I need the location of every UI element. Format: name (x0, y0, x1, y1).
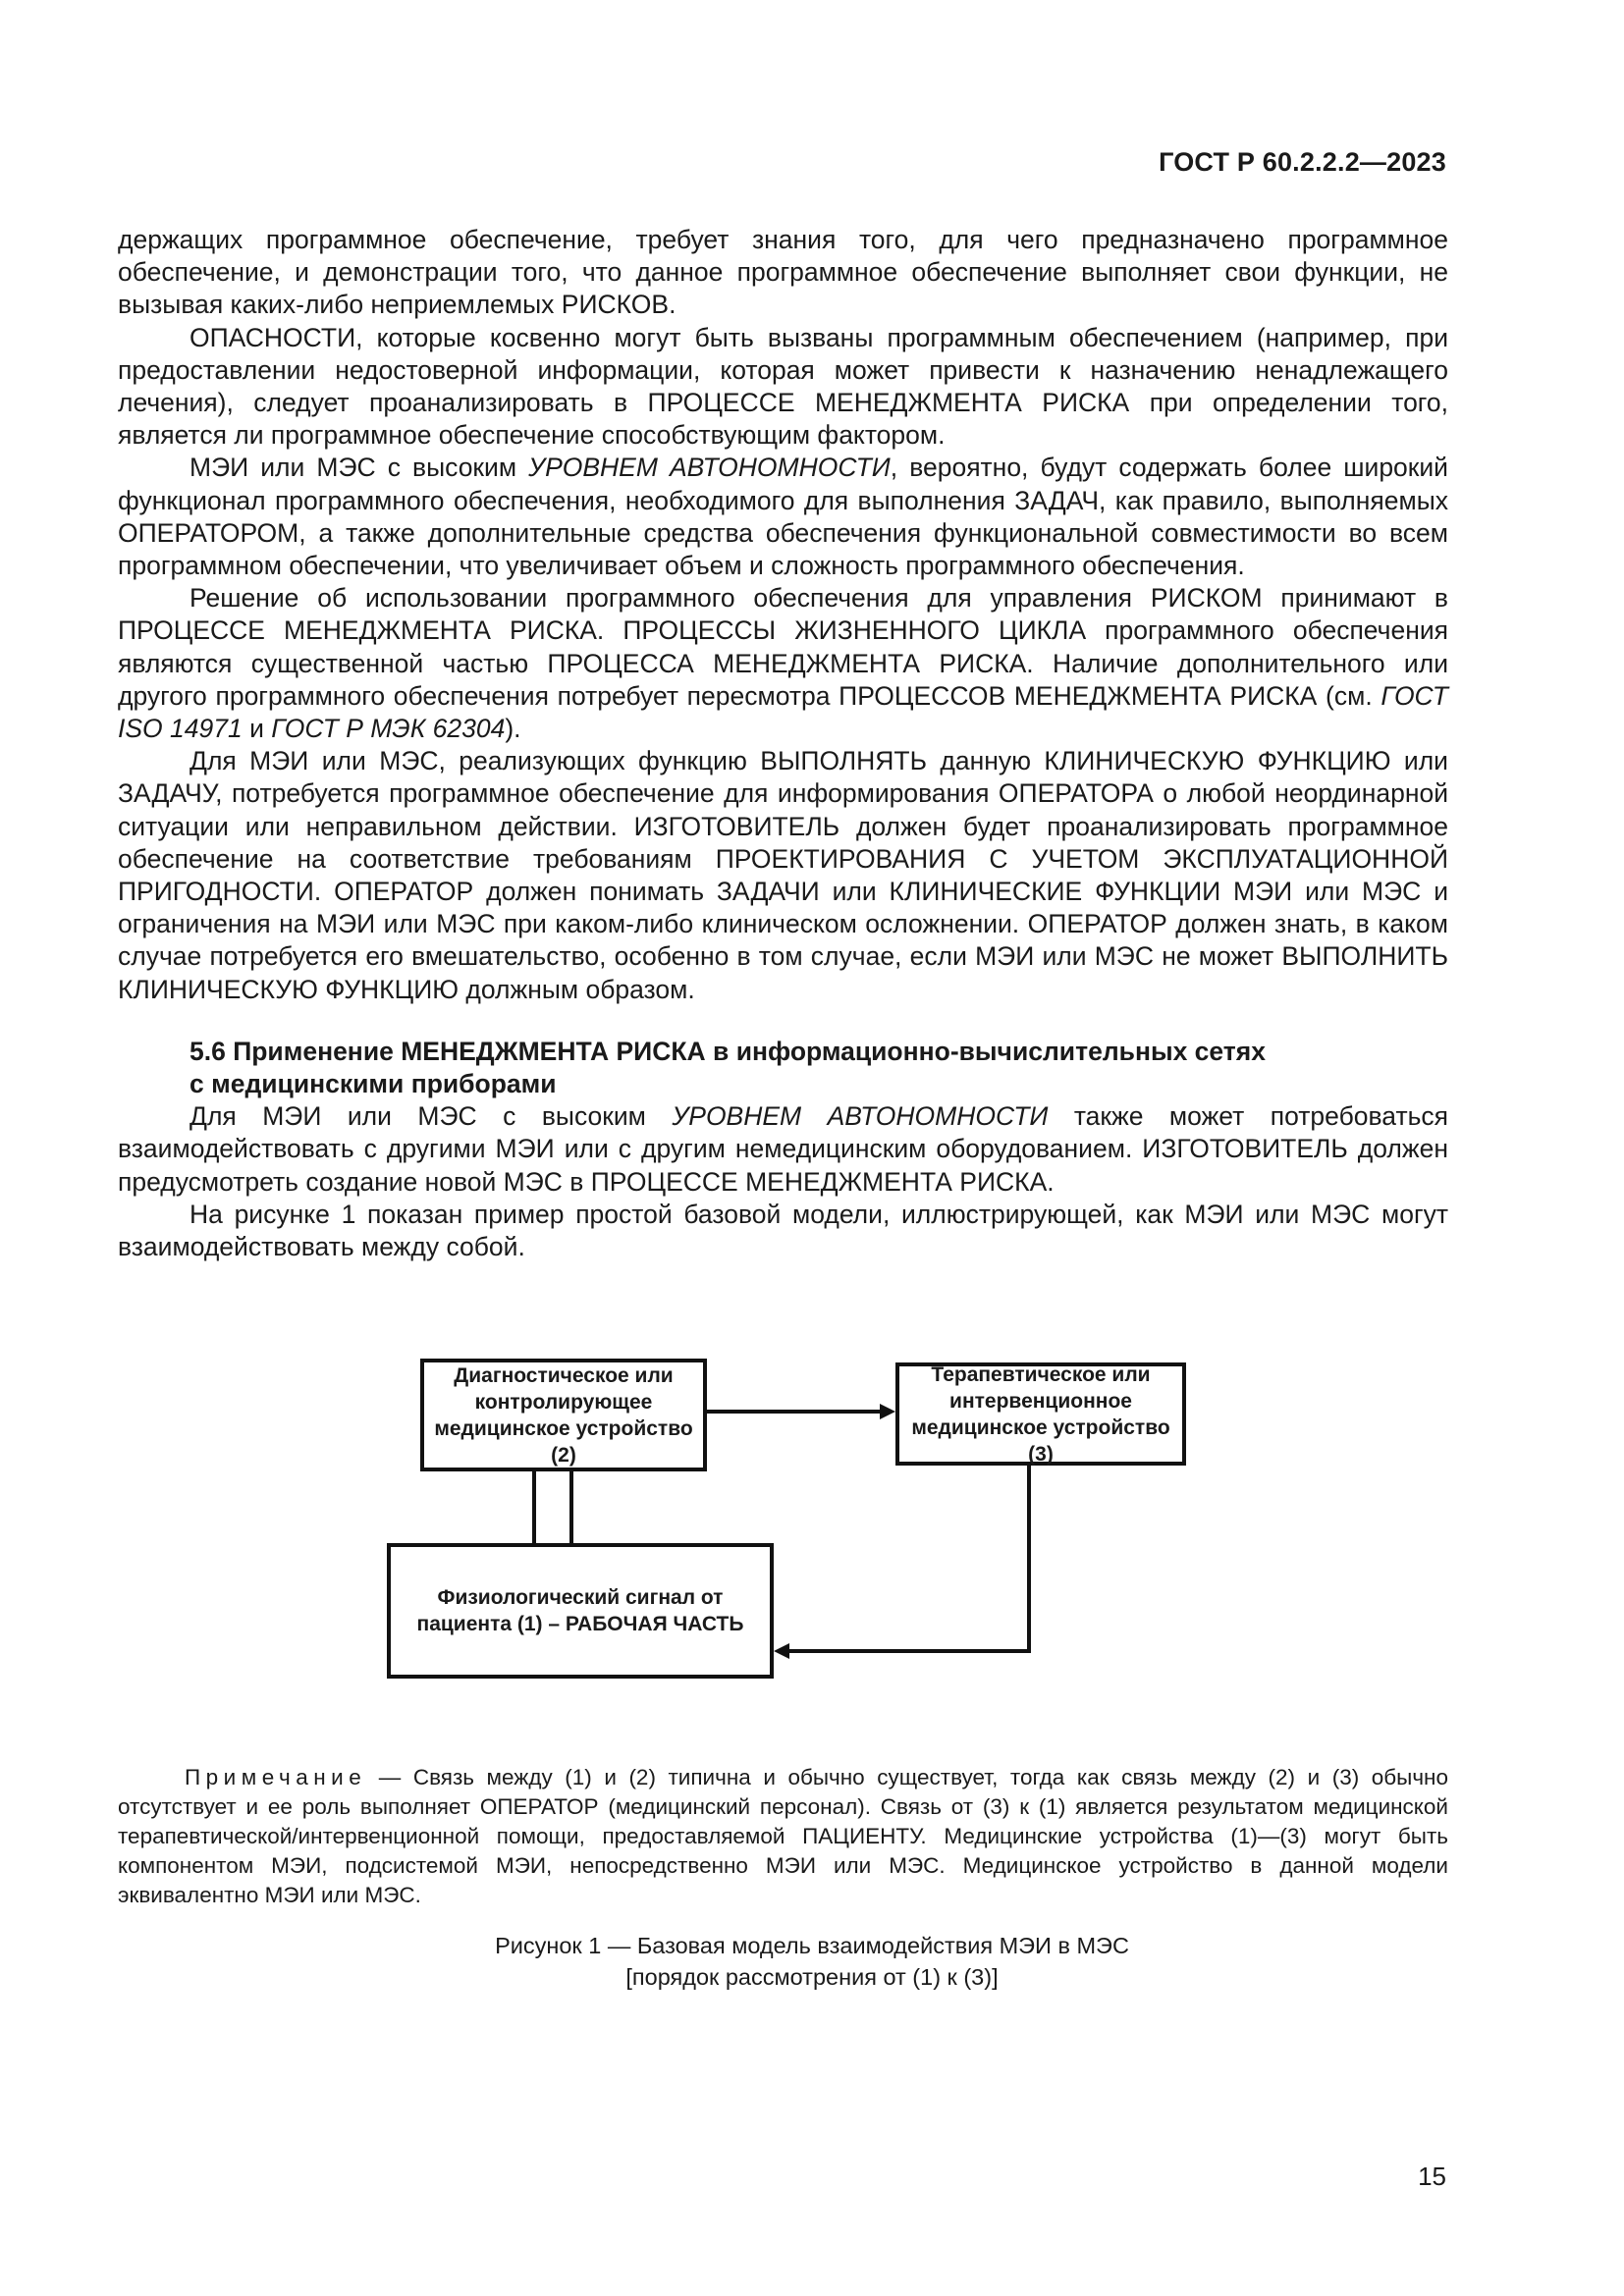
note-text: — Связь между (1) и (2) типична и обычно существует, тогда как связь между (2) и (3) обычно отсутствует и ее роль выполняет ОПЕРАТОР (медицинский персонал). Связь от (3) к (1) является результатом медицинской терапевтической/интервенционной помощи, предоставляемой ПАЦИЕНТУ. Медицинские устройства (1)—(3) могут быть компонентом МЭИ, подсистемой МЭИ, непосредственно МЭИ или МЭС. Медицинское устройство в данной модели эквивалентно МЭИ или МЭС. (118, 1765, 1448, 1907)
paragraph (118, 452, 1448, 582)
text-run: Решение об использовании программного обеспечения для управления РИСКОМ принимают в ПРОЦЕССЕ МЕНЕДЖМЕНТА РИСКА. ПРОЦЕССЫ ЖИЗНЕННОГО ЦИКЛА программного обеспечения являются существенной частью ПРОЦЕССА МЕНЕДЖМЕНТА РИСКА. Наличие дополнительного или другого программного обеспечения потребует пересмотра ПРОЦЕССОВ МЕНЕДЖМЕНТА РИСКА (см. (118, 583, 1448, 711)
arrow-2-to-3-head (880, 1404, 895, 1419)
text-run-italic: ГОСТ ISO 14971 (118, 680, 1448, 744)
text-run-italic: УРОВНЕМ АВТОНОМНОСТИ (528, 453, 891, 483)
note-label: Примечание (185, 1765, 367, 1789)
arrow-3-to-1-line (784, 1461, 1029, 1651)
paragraph (118, 1100, 1448, 1199)
body-text (118, 224, 1448, 1263)
paragraph: Для МЭИ или МЭС, реализующих функцию ВЫПОЛНЯТЬ данную КЛИНИЧЕСКУЮ ФУНКЦИЮ или ЗАДАЧУ, потребуется программное обеспечение для информирования ОПЕРАТОРА о любой неординарной ситуации или неправильном действии. ИЗГОТОВИТЕЛЬ должен будет проанализировать программное обеспечение на соответствие требованиям ПРОЕКТИРОВАНИЯ С УЧЕТОМ ЭКСПЛУАТАЦИОННОЙ ПРИГОДНОСТИ. ОПЕРАТОР должен понимать ЗАДАЧИ или КЛИНИЧЕСКИЕ ФУНКЦИИ МЭИ или МЭС и ограничения на МЭИ или МЭС при каком-либо клиническом осложнении. ОПЕРАТОР должен знать, в каком случае потребуется его вмешательство, особенно в том случае, если МЭИ или МЭС не может ВЫПОЛНИТЬ КЛИНИЧЕСКУЮ ФУНКЦИЮ должным образом. (118, 746, 1448, 1004)
figure-caption-line: [порядок рассмотрения от (1) к (3)] (625, 1964, 999, 1990)
section-heading (118, 1036, 1448, 1100)
text-run: и (242, 714, 272, 744)
text-run: ). (505, 714, 521, 744)
text-run: МЭИ или МЭС с высоким (189, 453, 529, 483)
paragraph: На рисунке 1 показан пример простой базовой модели, иллюстрирующей, как МЭИ или МЭС могут взаимодействовать между собой. (118, 1199, 1448, 1262)
arrow-3-to-1-head (774, 1643, 789, 1659)
figure-caption-line: Рисунок 1 — Базовая модель взаимодействия МЭИ в МЭС (495, 1933, 1129, 1958)
section-heading-line: 5.6 Применение МЕНЕДЖМЕНТА РИСКА в информационно-вычислительных сетях (189, 1036, 1266, 1066)
patient-signal-box: Физиологический сигнал от пациента (1) – РАБОЧАЯ ЧАСТЬ (387, 1543, 774, 1679)
paragraph (118, 582, 1448, 745)
text-run: также может потребоваться взаимодействовать с другими МЭИ или с другим немедицинским оборудованием. ИЗГОТОВИТЕЛЬ должен предусмотреть создание новой МЭС в ПРОЦЕССЕ МЕНЕДЖМЕНТА РИСКА. (118, 1101, 1448, 1197)
text-run: , вероятно, будут содержать более широкий функционал программного обеспечения, необходимого для выполнения ЗАДАЧ, как правило, выполняемых ОПЕРАТОРОМ, а также дополнительные средства обеспечения функциональной совместимости во всем программном обеспечении, что увеличивает объем и сложность программного обеспечения. (118, 453, 1448, 581)
figure-note (118, 1763, 1448, 1910)
text-run-italic: ГОСТ Р МЭК 62304 (271, 714, 506, 744)
document-code: ГОСТ Р 60.2.2.2—2023 (1159, 147, 1446, 177)
diagnostic-device-box: Диагностическое или контролирующее медицинское устройство (2) (420, 1359, 707, 1471)
text-run: Для МЭИ или МЭС с высоким (189, 1101, 673, 1132)
paragraph: держащих программное обеспечение, требует знания того, для чего предназначено программное обеспечение, и демонстрации того, что данное программное обеспечение выполняет свои функции, не вызывая каких-либо неприемлемых РИСКОВ. (118, 225, 1448, 320)
page-number: 15 (1418, 2162, 1446, 2191)
section-heading-line: с медицинскими приборами (189, 1069, 557, 1099)
paragraph: ОПАСНОСТИ, которые косвенно могут быть вызваны программным обеспечением (например, при предоставлении недостоверной информации, которая может привести к назначению ненадлежащего лечения), следует проанализировать в ПРОЦЕССЕ МЕНЕДЖМЕНТА РИСКА при определении того, является ли программное обеспечение способствующим фактором. (118, 322, 1448, 451)
therapeutic-device-box: Терапевтическое или интервенционное медицинское устройство (3) (895, 1362, 1186, 1466)
interaction-diagram (373, 1345, 1198, 1718)
text-run-italic: УРОВНЕМ АВТОНОМНОСТИ (672, 1101, 1049, 1132)
